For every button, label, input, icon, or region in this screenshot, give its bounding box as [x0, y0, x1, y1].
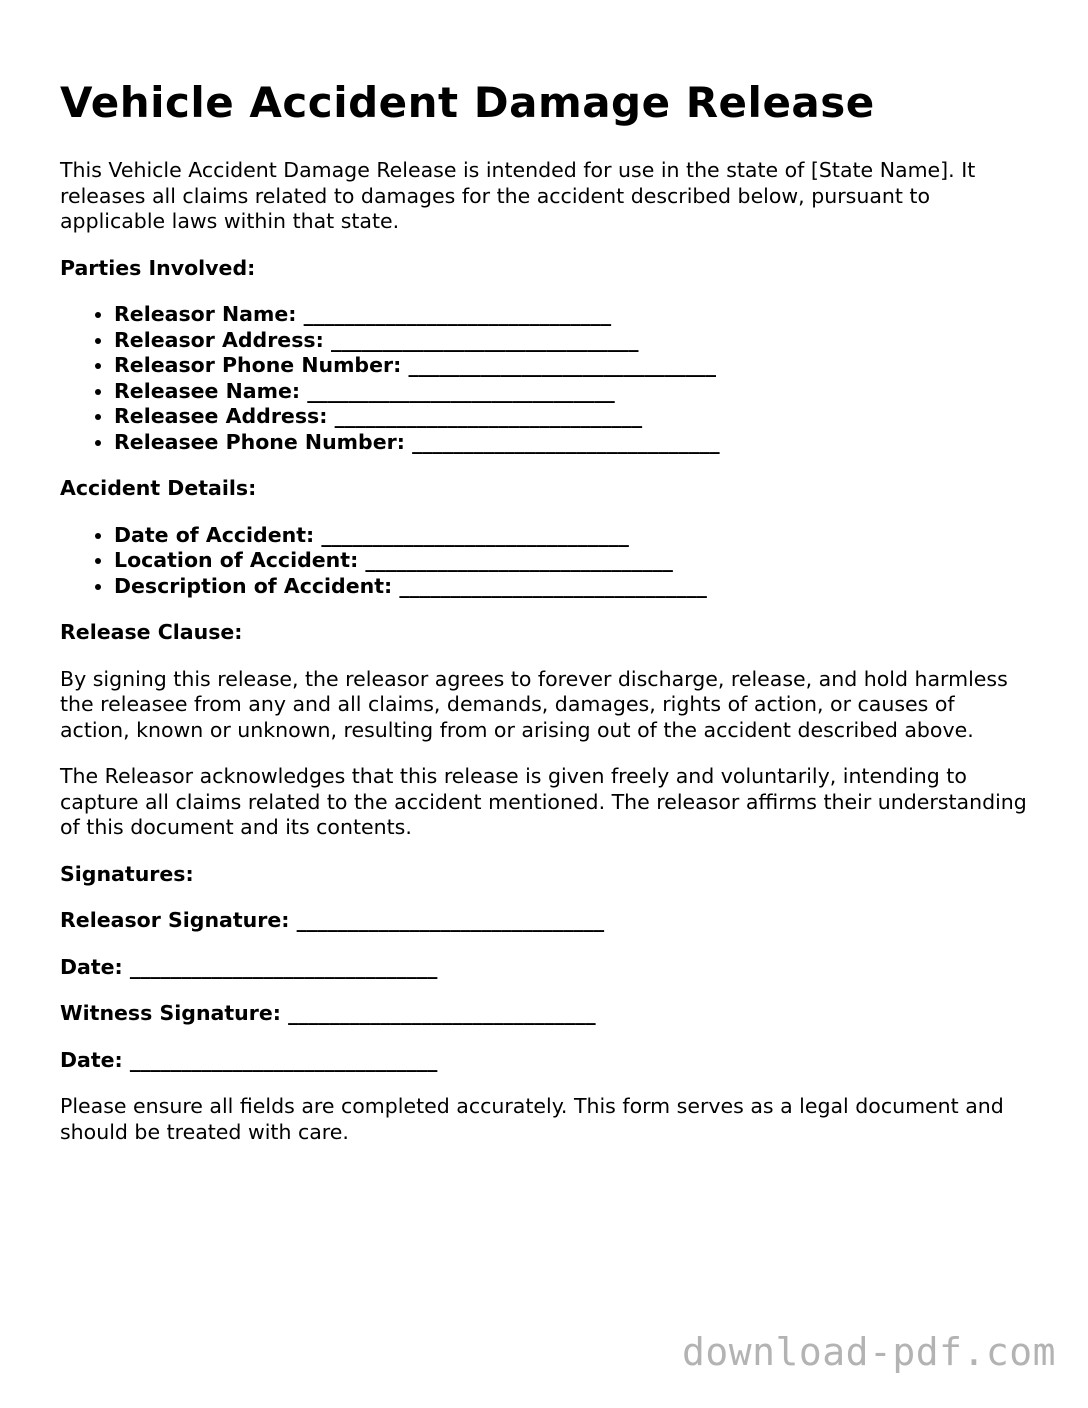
accident-list	[60, 523, 1028, 600]
releasor-address-field: • Releasor Address: ______________________________	[114, 328, 1028, 354]
parties-list	[60, 302, 1028, 455]
witness-date-line: Date: ______________________________	[60, 1047, 438, 1072]
parties-heading: Parties Involved:	[60, 255, 256, 280]
releasee-address-field: • Releasee Address: ______________________________	[114, 404, 1028, 430]
releasee-phone-field: • Releasee Phone Number: ______________________________	[114, 430, 1028, 456]
accident-heading: Accident Details:	[60, 476, 257, 500]
releasor-signature-line: Releasor Signature: ______________________________	[60, 908, 605, 932]
releasor-date-line: Date: ______________________________	[60, 954, 438, 979]
watermark: download-pdf.com	[681, 1330, 1056, 1374]
document-page	[60, 78, 1028, 1166]
accident-description-field: • Description of Accident: ______________________________	[114, 574, 1028, 600]
releasor-name-field: • Releasor Name: ______________________________	[114, 302, 1028, 328]
release-paragraph-2: The Releasor acknowledges that this release is given freely and voluntarily, intending to capture all claims related to the accident mentioned. The releasor affirms their understanding of this document and its contents.	[60, 764, 1027, 839]
witness-signature-line: Witness Signature: ______________________________	[60, 1001, 596, 1025]
document-title: Vehicle Accident Damage Release	[60, 78, 875, 127]
releasee-name-field: • Releasee Name: ______________________________	[114, 379, 1028, 405]
accident-location-field: • Location of Accident: ______________________________	[114, 548, 1028, 574]
intro-paragraph: This Vehicle Accident Damage Release is intended for use in the state of [State Name]. It releases all claims related to damages for the accident described below, pursuant to applicable laws within that state.	[60, 158, 976, 233]
signatures-heading: Signatures:	[60, 861, 194, 886]
closing-paragraph: Please ensure all fields are completed accurately. This form serves as a legal document and should be treated with care.	[60, 1094, 1004, 1144]
accident-date-field: • Date of Accident: ______________________________	[114, 523, 1028, 549]
releasor-phone-field: • Releasor Phone Number: ______________________________	[114, 353, 1028, 379]
release-heading: Release Clause:	[60, 620, 243, 644]
release-paragraph-1: By signing this release, the releasor agrees to forever discharge, release, and hold harmless the releasee from any and all claims, demands, damages, rights of action, or causes of action, known or unknown, resulting from or arising out of the accident described above.	[60, 666, 1008, 742]
